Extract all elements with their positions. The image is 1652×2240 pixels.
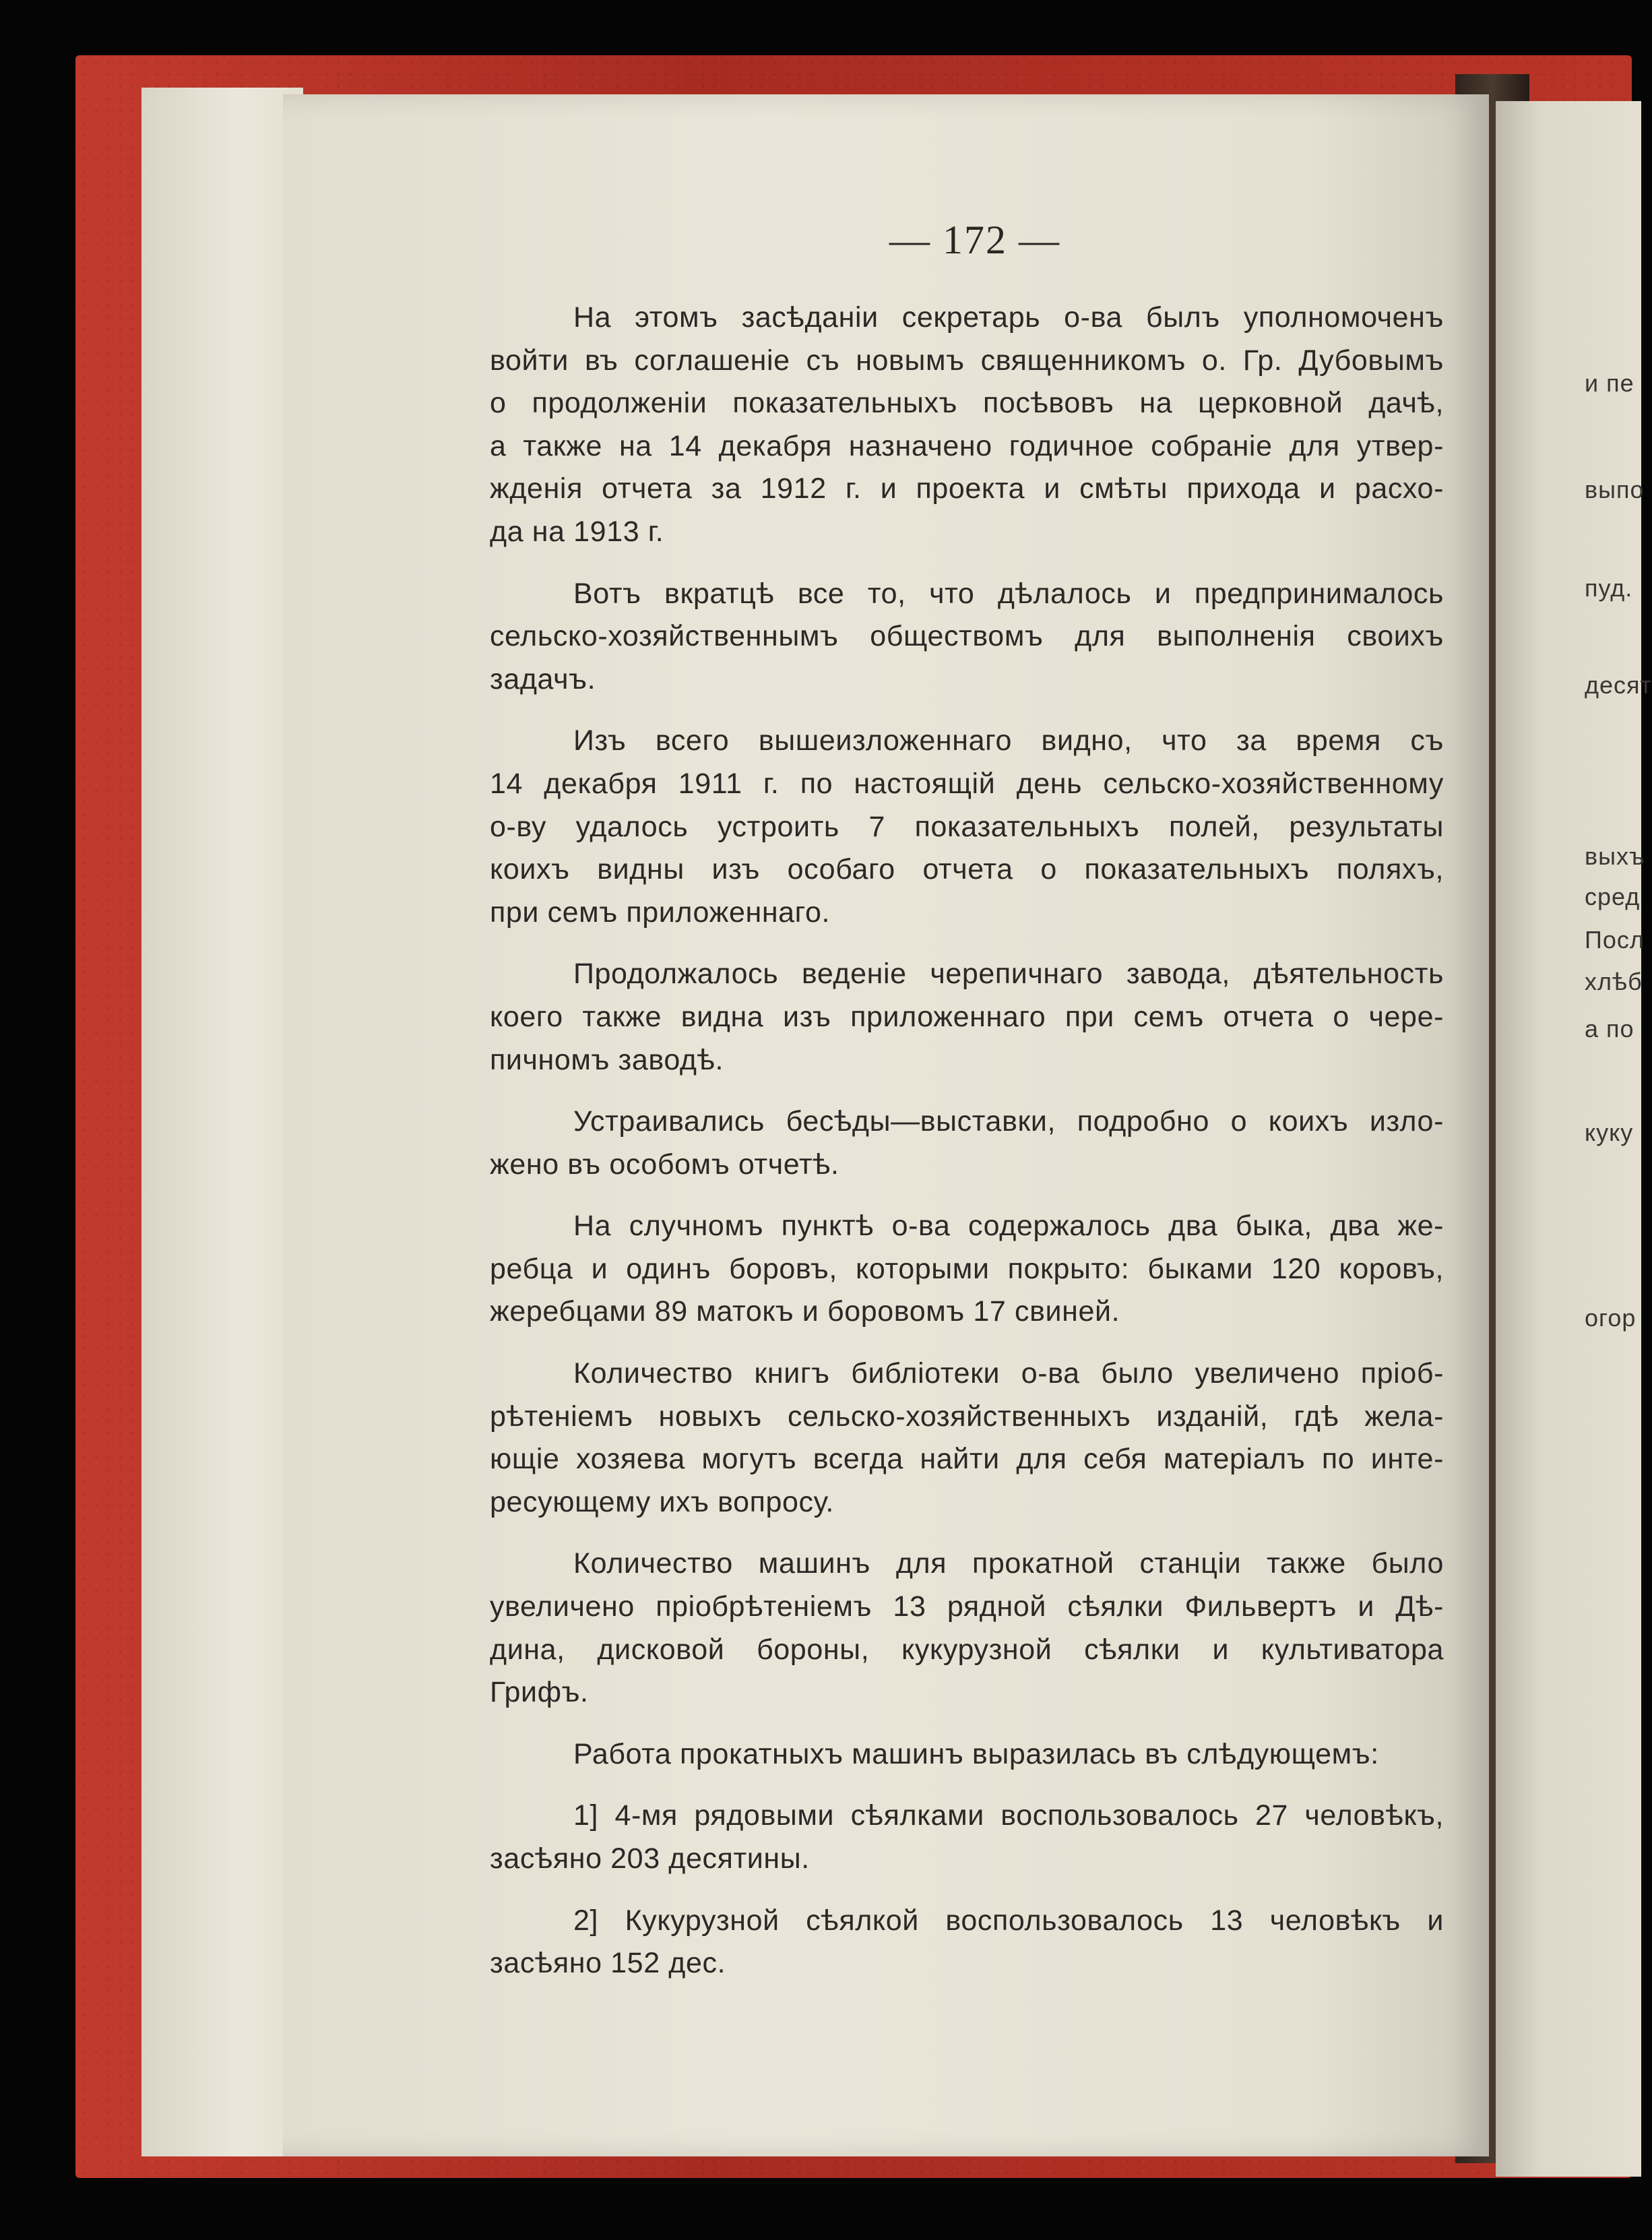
- text-line: о продолженіи показательныхъ посѣвовъ на церковной дачѣ,: [490, 387, 1444, 420]
- text-line: Продолжалось веденіе черепичнаго завода, дѣятельность: [573, 958, 1444, 991]
- text-line: Грифъ.: [490, 1676, 589, 1709]
- text-line: коихъ видны изъ особаго отчета о показательныхъ поляхъ,: [490, 853, 1444, 886]
- text-line: ребца и одинъ боровъ, которыми покрыто: быками 120 коровъ,: [490, 1252, 1444, 1285]
- text-line: На случномъ пунктѣ о-ва содержалось два быка, два же-: [573, 1210, 1444, 1243]
- text-line: жденія отчета за 1912 г. и проекта и смѣты прихода и расхо-: [490, 472, 1444, 505]
- facing-page-fragment: хлѣб: [1585, 968, 1643, 995]
- paragraph: [490, 297, 1444, 554]
- page-number: — 172 —: [889, 218, 1060, 262]
- paragraph: [490, 1795, 1444, 1880]
- text-line: войти въ соглашеніе съ новымъ священникомъ о. Гр. Дубовымъ: [490, 344, 1444, 377]
- paragraph: [490, 720, 1444, 934]
- facing-page-fragment: выхъ: [1585, 842, 1645, 870]
- text-line: 1] 4-мя рядовыми сѣялками воспользовалось 27 человѣкъ,: [573, 1799, 1444, 1832]
- text-line: пичномъ заводѣ.: [490, 1043, 724, 1076]
- paragraph: [490, 1733, 1444, 1776]
- text-line: о-ву удалось устроить 7 показательныхъ полей, результаты: [490, 810, 1444, 843]
- text-line: да на 1913 г.: [490, 515, 664, 548]
- facing-page-fragment: Посл: [1585, 926, 1645, 954]
- text-line: коего также видна изъ приложеннаго при семъ отчета о чере-: [490, 1000, 1444, 1033]
- text-line: Работа прокатныхъ машинъ выразилась въ слѣдующемъ:: [573, 1737, 1379, 1770]
- paragraph: [490, 1100, 1444, 1186]
- text-line: Количество машинъ для прокатной станціи также было: [573, 1547, 1444, 1580]
- paragraph: [490, 953, 1444, 1082]
- text-line: Количество книгъ библіотеки о-ва было увеличено пріоб-: [573, 1357, 1444, 1390]
- text-line: Вотъ вкратцѣ все то, что дѣлалось и предпринималось: [573, 577, 1444, 610]
- facing-page-fragment: сред: [1585, 883, 1641, 910]
- paragraph: [490, 1543, 1444, 1714]
- paragraph: [490, 1352, 1444, 1524]
- text-line: 2] Кукурузной сѣялкой воспользовалось 13 человѣкъ и: [573, 1904, 1444, 1937]
- text-line: а также на 14 декабря назначено годичное собраніе для утвер-: [490, 429, 1444, 462]
- text-line: жено въ особомъ отчетѣ.: [490, 1148, 839, 1181]
- text-line: ресующему ихъ вопросу.: [490, 1485, 834, 1518]
- facing-page-fragment: десят: [1585, 671, 1652, 699]
- text-line: рѣтеніемъ новыхъ сельско-хозяйственныхъ изданій, гдѣ жела-: [490, 1400, 1444, 1433]
- text-line: увеличено пріобрѣтеніемъ 13 рядной сѣялки Фильвертъ и Дѣ-: [490, 1590, 1444, 1623]
- text-line: Изъ всего вышеизложеннаго видно, что за время съ: [573, 724, 1444, 757]
- facing-page-fragment: огор: [1585, 1304, 1637, 1332]
- paragraph: [490, 1205, 1444, 1334]
- page-body: [490, 297, 1444, 2004]
- facing-page-fragment: выпо: [1585, 476, 1645, 503]
- text-line: сельско-хозяйственнымъ обществомъ для выполненія своихъ: [490, 620, 1444, 653]
- text-line: жеребцами 89 матокъ и боровомъ 17 свиней.: [490, 1295, 1120, 1328]
- facing-page-fragment: куку: [1585, 1119, 1634, 1146]
- text-line: дина, дисковой бороны, кукурузной сѣялки и культиватора: [490, 1633, 1444, 1666]
- facing-page-fragment: пуд.: [1585, 574, 1633, 602]
- facing-page-fragment: и пе: [1585, 369, 1634, 397]
- text-line: 14 декабря 1911 г. по настоящій день сельско-хозяйственному: [490, 767, 1444, 800]
- paragraph: [490, 1900, 1444, 1985]
- text-line: задачъ.: [490, 662, 596, 695]
- text-line: Устраивались бесѣды—выставки, подробно о коихъ изло-: [573, 1105, 1444, 1138]
- page-stack-edge: [141, 88, 303, 2156]
- text-line: засѣяно 152 дес.: [490, 1947, 726, 1980]
- text-line: засѣяно 203 десятины.: [490, 1842, 810, 1875]
- text-line: ющіе хозяева могутъ всегда найти для себя матеріалъ по инте-: [490, 1443, 1444, 1476]
- paragraph: [490, 573, 1444, 702]
- text-line: На этомъ засѣданіи секретарь о-ва былъ уполномоченъ: [573, 301, 1444, 334]
- text-line: при семъ приложеннаго.: [490, 896, 831, 929]
- facing-page-fragment: а по: [1585, 1015, 1634, 1043]
